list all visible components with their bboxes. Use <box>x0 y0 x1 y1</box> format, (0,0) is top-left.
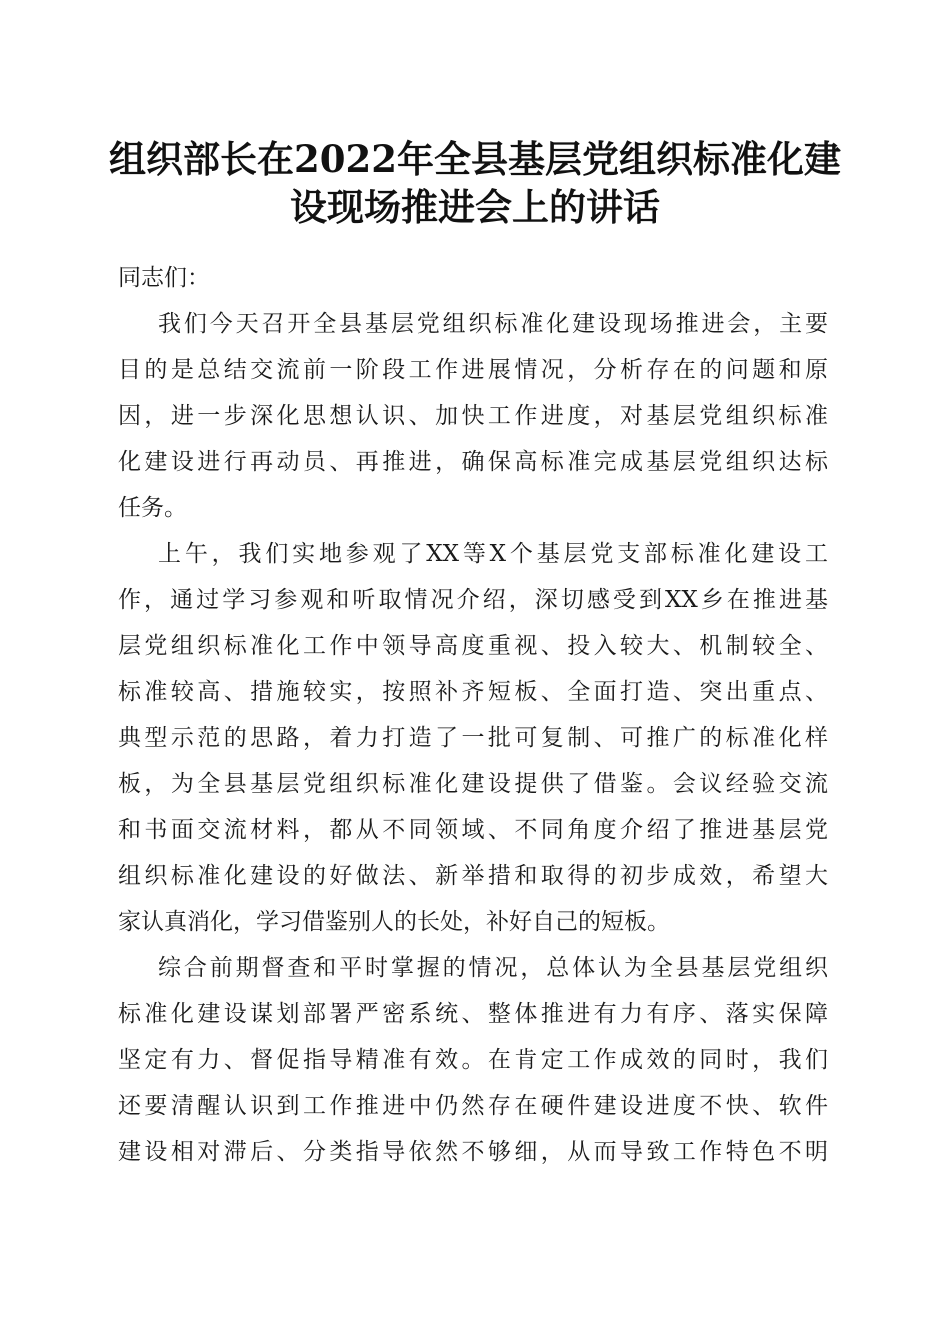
paragraph-line: 组织标准化建设的好做法、新举措和取得的初步成效，希望大 <box>118 863 828 889</box>
paragraph-line: 标准较高、措施较实，按照补齐短板、全面打造、突出重点、 <box>118 679 828 705</box>
paragraph-line: 还要清醒认识到工作推进中仍然存在硬件建设进度不快、软件 <box>118 1093 828 1119</box>
paragraph-line: 目的是总结交流前一阶段工作进展情况，分析存在的问题和原 <box>118 357 828 383</box>
paragraph-line: 家认真消化，学习借鉴别人的长处，补好自己的短板。 <box>118 909 670 935</box>
paragraph-line: 我们今天召开全县基层党组织标准化建设现场推进会，主要 <box>158 311 828 337</box>
paragraph-line: 任务。 <box>118 495 187 521</box>
salutation: 同志们： <box>118 265 210 291</box>
paragraph-line: 板，为全县基层党组织标准化建设提供了借鉴。会议经验交流 <box>118 771 828 797</box>
paragraph-line: 上午，我们实地参观了XX等X个基层党支部标准化建设工 <box>158 541 828 567</box>
title-line-1: 组织部长在2022年全县基层党组织标准化建 <box>109 137 841 181</box>
paragraph-line: 典型示范的思路，着力打造了一批可复制、可推广的标准化样 <box>118 725 828 751</box>
paragraph-line: 标准化建设谋划部署严密系统、整体推进有力有序、落实保障 <box>118 1001 828 1027</box>
paragraph-line: 化建设进行再动员、再推进，确保高标准完成基层党组织达标 <box>118 449 828 475</box>
paragraph-line: 建设相对滞后、分类指导依然不够细，从而导致工作特色不明 <box>118 1139 828 1165</box>
paragraph-line: 坚定有力、督促指导精准有效。在肯定工作成效的同时，我们 <box>118 1047 828 1073</box>
paragraph-2 <box>118 531 828 945</box>
paragraph-line: 层党组织标准化工作中领导高度重视、投入较大、机制较全、 <box>118 633 828 659</box>
paragraph-line: 因，进一步深化思想认识、加快工作进度，对基层党组织标准 <box>118 403 828 429</box>
document-title <box>100 135 850 231</box>
paragraph-line: 作，通过学习参观和听取情况介绍，深切感受到XX乡在推进基 <box>118 587 828 613</box>
document-body <box>118 255 828 1175</box>
paragraph-line: 和书面交流材料，都从不同领域、不同角度介绍了推进基层党 <box>118 817 828 843</box>
title-line-2: 设现场推进会上的讲话 <box>290 185 660 229</box>
paragraph-1 <box>118 301 828 531</box>
paragraph-line: 综合前期督查和平时掌握的情况，总体认为全县基层党组织 <box>158 955 828 981</box>
paragraph-3 <box>118 945 828 1175</box>
